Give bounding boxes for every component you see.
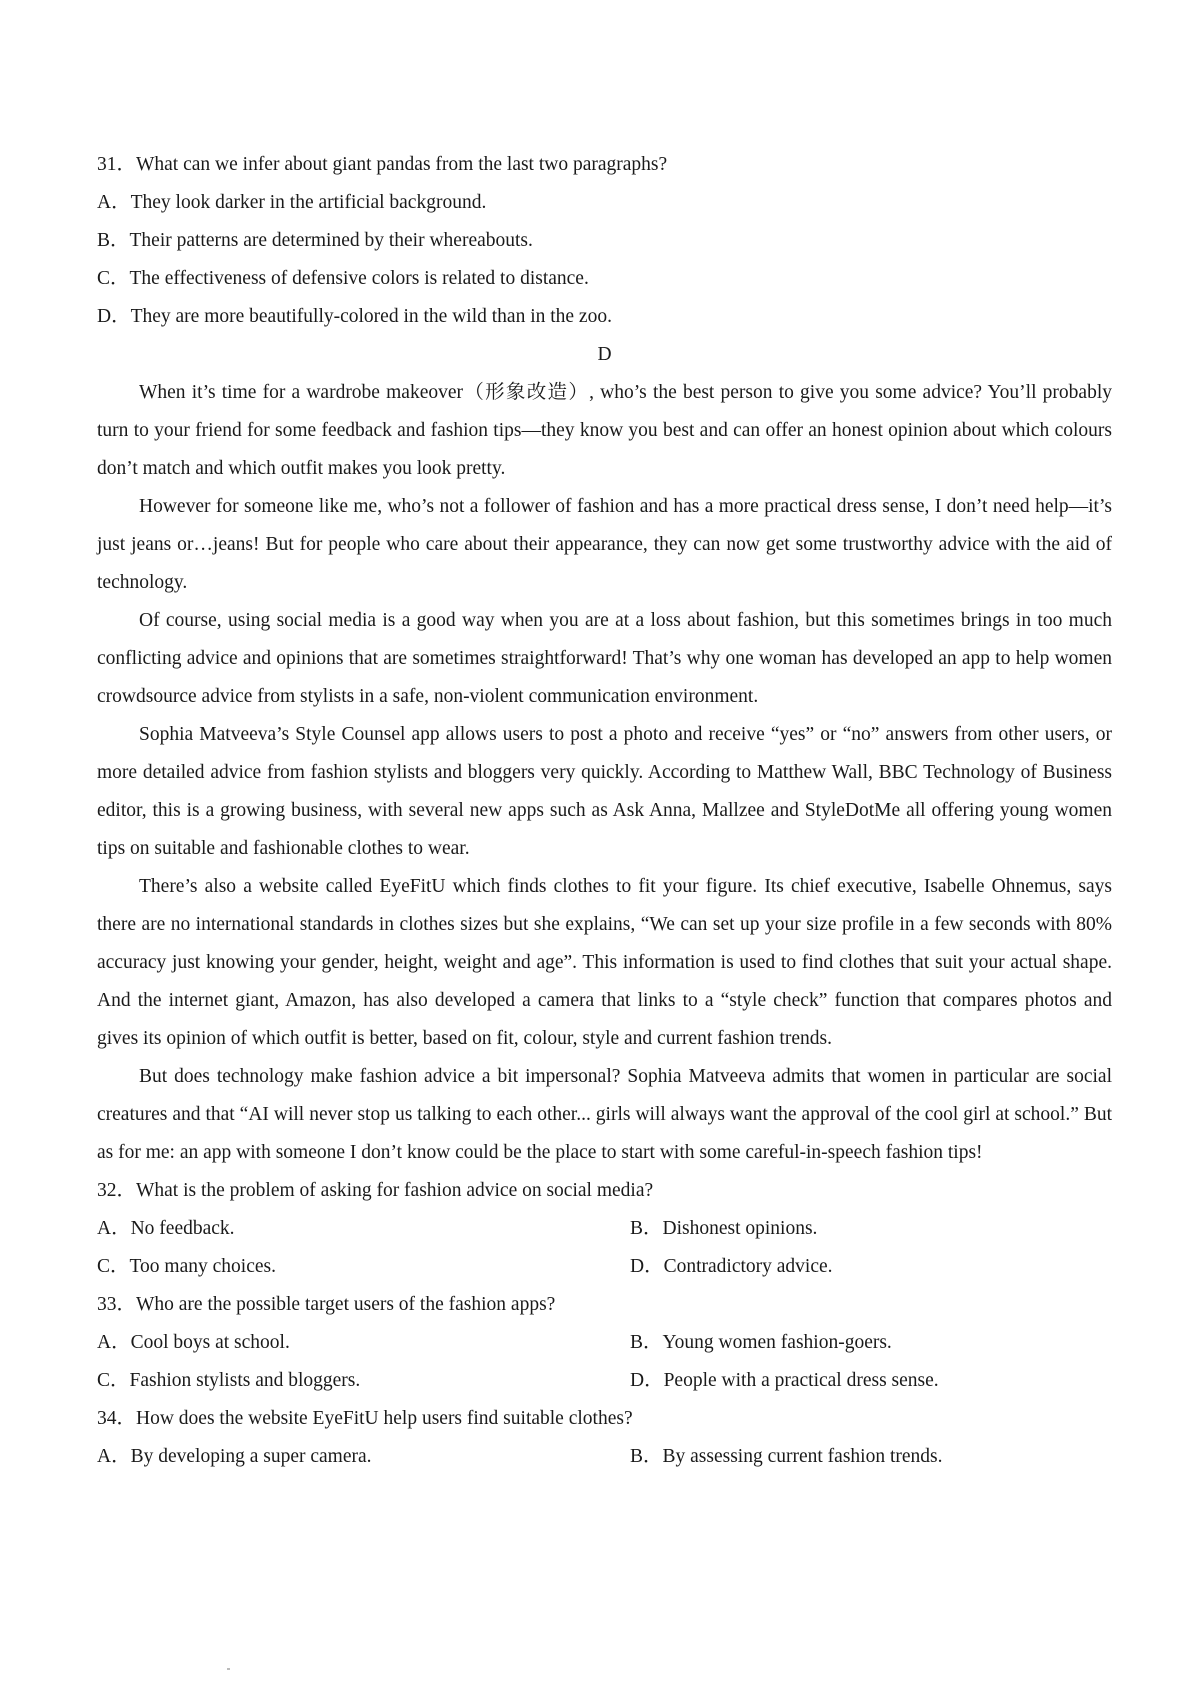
question-34: 34．How does the website EyeFitU help users find suitable clothes?	[97, 1408, 633, 1429]
q33-option-b: B．Young women fashion-goers.	[630, 1332, 892, 1353]
question-32: 32．What is the problem of asking for fashion advice on social media?	[97, 1180, 654, 1201]
passage-paragraph-3: Of course, using social media is a good way when you are at a loss about fashion, but this sometimes brings in too much conflicting advice and opinions that are sometimes straightforward! That’s why one woman has developed an app to help women crowdsource advice from stylists in a safe, non-violent communication environment.	[97, 610, 1112, 707]
q32-options-row-1	[97, 1210, 1112, 1248]
q33-options-row-1	[97, 1324, 1112, 1362]
passage-paragraph-2: However for someone like me, who’s not a follower of fashion and has a more practical dress sense, I don’t need help—it’s just jeans or…jeans! But for people who care about their appearance, they can now get some trustworthy advice with the aid of technology.	[97, 496, 1112, 593]
passage-paragraph-5: There’s also a website called EyeFitU which finds clothes to fit your figure. Its chief executive, Isabelle Ohnemus, says there are no international standards in clothes sizes but she explains, “We can set up your size profile in a few seconds with 80% accuracy just knowing your gender, height, weight and age”. This information is used to find clothes that suit your actual shape. And the internet giant, Amazon, has also developed a camera that links to a “style check” function that compares photos and gives its opinion of which outfit is better, based on fit, colour, style and current fashion trends.	[97, 876, 1112, 1049]
q34-options-row-1	[97, 1438, 1112, 1476]
q31-option-c: C．The effectiveness of defensive colors is related to distance.	[97, 268, 589, 289]
passage-paragraph-1: When it’s time for a wardrobe makeover（形象改造）, who’s the best person to give you some advice? You’ll probably turn to your friend for some feedback and fashion tips—they know you best and can offer an honest opinion about which colours don’t match and which outfit makes you look pretty.	[97, 382, 1112, 479]
q33-option-c: C．Fashion stylists and bloggers.	[97, 1370, 361, 1391]
question-33: 33．Who are the possible target users of the fashion apps?	[97, 1294, 556, 1315]
page-content	[97, 146, 1112, 1476]
q34-option-a: A．By developing a super camera.	[97, 1446, 372, 1467]
section-title-d: D	[597, 344, 612, 365]
q31-option-a: A．They look darker in the artificial background.	[97, 192, 487, 213]
q31-option-b: B．Their patterns are determined by their whereabouts.	[97, 230, 533, 251]
q33-option-d: D．People with a practical dress sense.	[630, 1370, 939, 1391]
q31-option-d: D．They are more beautifully-colored in the wild than in the zoo.	[97, 306, 612, 327]
q34-option-b: B．By assessing current fashion trends.	[630, 1446, 943, 1467]
footer-mark	[227, 1668, 230, 1670]
q33-options-row-2	[97, 1362, 1112, 1400]
q32-option-c: C．Too many choices.	[97, 1256, 276, 1277]
q32-option-b: B．Dishonest opinions.	[630, 1218, 818, 1239]
q32-option-d: D．Contradictory advice.	[630, 1256, 833, 1277]
q32-option-a: A．No feedback.	[97, 1218, 235, 1239]
passage-paragraph-6: But does technology make fashion advice a bit impersonal? Sophia Matveeva admits that women in particular are social creatures and that “AI will never stop us talking to each other... girls will always want the approval of the cool girl at school.” But as for me: an app with someone I don’t know could be the place to start with some careful-in-speech fashion tips!	[97, 1066, 1112, 1163]
q33-option-a: A．Cool boys at school.	[97, 1332, 290, 1353]
question-31: 31．What can we infer about giant pandas from the last two paragraphs?	[97, 154, 668, 175]
passage-paragraph-4: Sophia Matveeva’s Style Counsel app allows users to post a photo and receive “yes” or “no” answers from other users, or more detailed advice from fashion stylists and bloggers very quickly. According to Matthew Wall, BBC Technology of Business editor, this is a growing business, with several new apps such as Ask Anna, Mallzee and StyleDotMe all offering young women tips on suitable and fashionable clothes to wear.	[97, 724, 1112, 859]
q32-options-row-2	[97, 1248, 1112, 1286]
